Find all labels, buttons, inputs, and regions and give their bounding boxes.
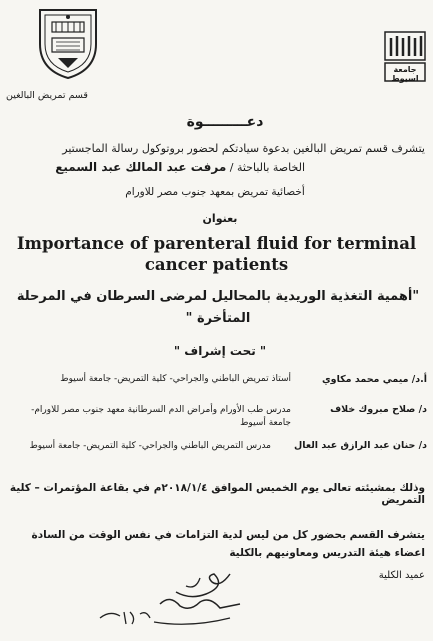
faculty-crest-logo [32, 4, 104, 82]
researcher-name: مرفت عبد المالك عبد السميع [55, 160, 227, 174]
researcher-position: أخصائية تمريض بمعهد جنوب مصر للاورام [125, 186, 305, 198]
event-details: وذلك بمشيئته تعالى يوم الخميس الموافق ٢٠١٨/١/٤م في بقاعة المؤتمرات – كلية التمريض [9, 482, 425, 506]
english-title: Importance of parenteral fluid for terminal cancer patients [16, 234, 417, 274]
closing-text: يتشرف القسم بحضور كل من ليس لدية التزامات في نفس الوقت من السادة اعضاء هيئة التدريس ومعاونيهم بالكلية [31, 529, 425, 559]
intro-line: يتشرف قسم تمريض البالغين بدعوة سيادتكم لحضور بروتوكول رسالة الماجستير [62, 142, 425, 155]
dean-signature [80, 566, 280, 636]
dean-label: عميد الكلية [378, 570, 425, 581]
supervisor-role: مدرس التمريض الباطني والجراحي- كلية التمريض- جامعة أسيوط [29, 441, 271, 451]
crest-icon [32, 4, 104, 82]
researcher-prefix: الخاصة بالباحثة / [229, 161, 305, 174]
university-logo-text: جامعة اسيوط [391, 65, 419, 83]
supervisor-row [6, 440, 427, 453]
supervision-label: " تحت إشراف " [173, 344, 267, 358]
supervisor-name: أ.د/ ميمي محمد مكاوي [321, 374, 427, 385]
supervisor-row [6, 374, 427, 385]
department-label: قسم تمريض البالغين [6, 90, 88, 101]
invitation-title: دعـــــــــوة [186, 114, 264, 130]
supervisor-role: مدرس طب الأورام وأمراض الدم السرطانية معهد جنوب مصر للاورام- جامعة أسيوط [31, 405, 291, 428]
signature-icon [80, 566, 280, 636]
title-label: بعنوان [202, 212, 238, 225]
supervisor-row [6, 404, 427, 430]
supervisor-role: أستاذ تمريض الباطني والجراحي- كلية التمريض- جامعة أسيوط [60, 374, 291, 384]
researcher-line [10, 160, 305, 174]
supervisor-name: د/ صلاح مبروك خلاف [330, 404, 427, 415]
supervisor-name: د/ حنان عبد الرازق عبد العال [294, 440, 427, 451]
arabic-title: "أهمية التغذية الوريدية بالمحاليل لمرضى السرطان في المرحلة المتأخرة " [16, 289, 420, 326]
